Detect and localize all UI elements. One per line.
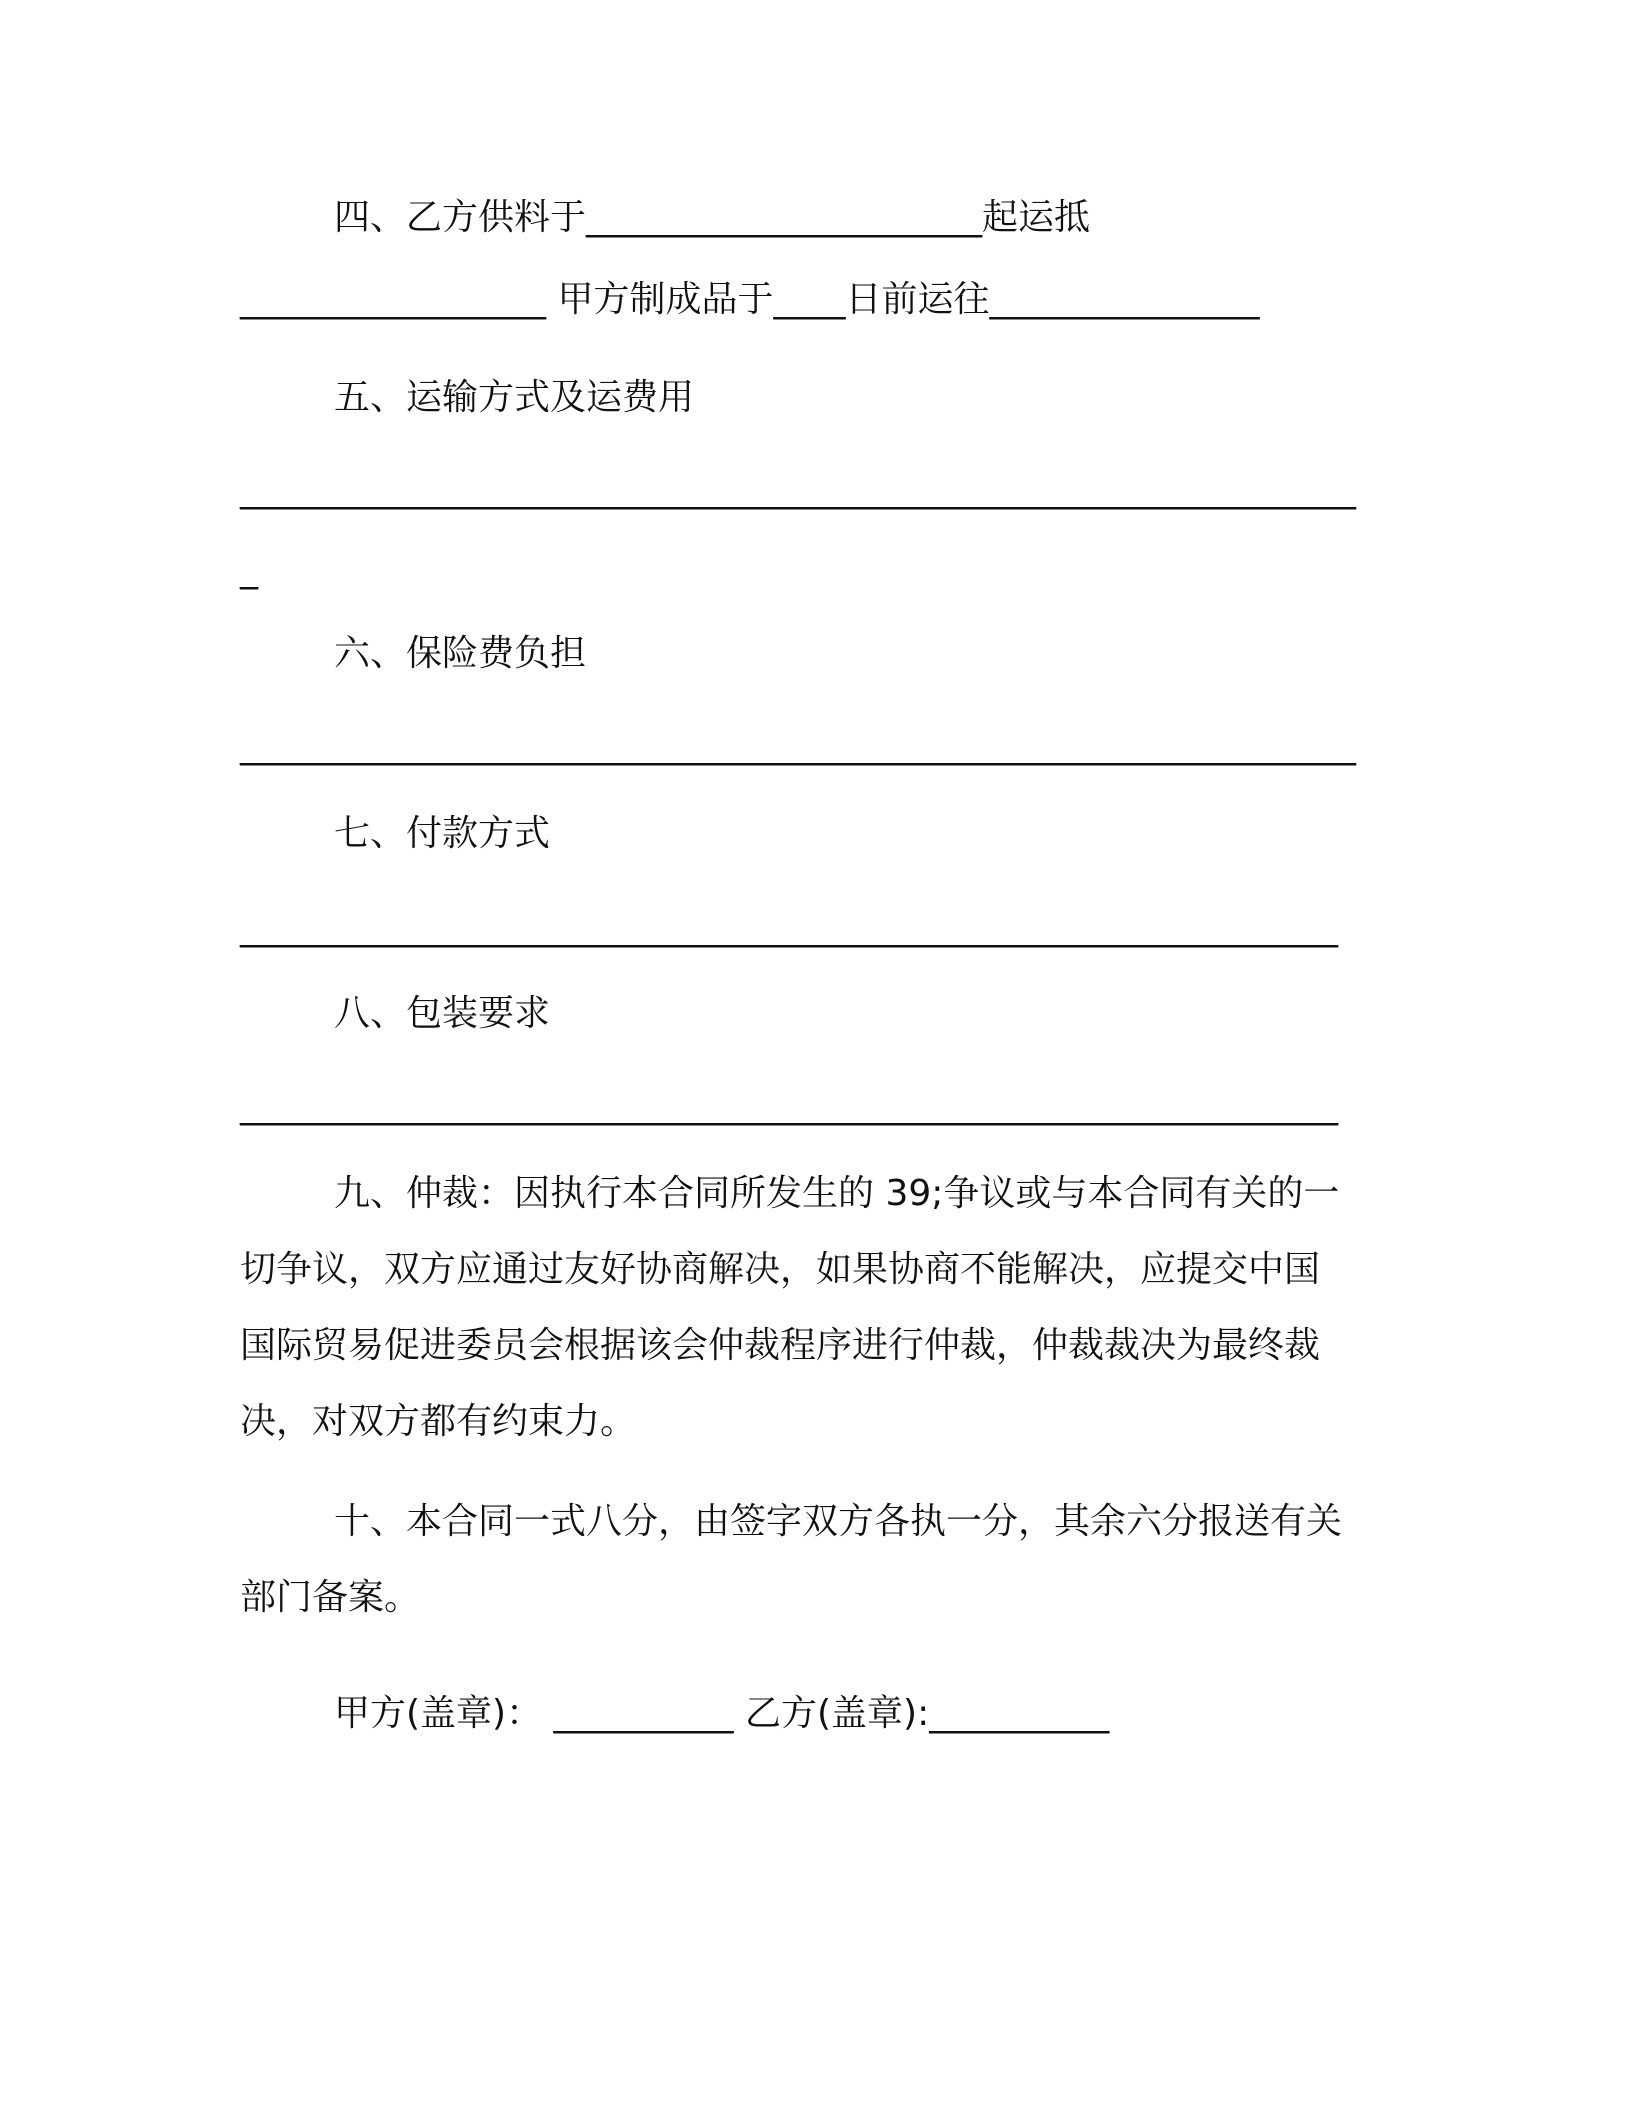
item4-line2: _________________ 甲方制成品于____日前运往_______________ [240,279,1260,320]
item5-heading: 五、运输方式及运费用 [334,377,695,418]
item9-line4: 决，对双方都有约束力。 [240,1401,637,1442]
item8-blank: _____________________________________________________________ [240,1085,1338,1126]
item7-heading: 七、付款方式 [334,813,551,854]
signature-line: 甲方(盖章)： __________ 乙方(盖章):__________ [334,1693,1110,1734]
item9-line3: 国际贸易促进委员会根据该会仲裁程序进行仲裁，仲裁裁决为最终裁 [240,1325,1321,1366]
item5-blank-line1: ______________________________________________________________ [240,469,1356,510]
item5-blank-line2: _ [240,549,258,590]
item10-line1: 十、本合同一式八分，由签字双方各执一分，其余六分报送有关 [334,1501,1343,1542]
item10-line2: 部门备案。 [240,1577,421,1618]
item4-line1: 四、乙方供料于______________________起运抵 [334,197,1091,238]
item9-line1: 九、仲裁：因执行本合同所发生的 39;争议或与本合同有关的一 [334,1173,1340,1214]
item6-blank: ______________________________________________________________ [240,725,1356,766]
item6-heading: 六、保险费负担 [334,633,587,674]
item8-heading: 八、包装要求 [334,993,551,1034]
item9-line2: 切争议，双方应通过友好协商解决，如果协商不能解决，应提交中国 [240,1249,1321,1290]
item7-blank: _____________________________________________________________ [240,907,1338,948]
